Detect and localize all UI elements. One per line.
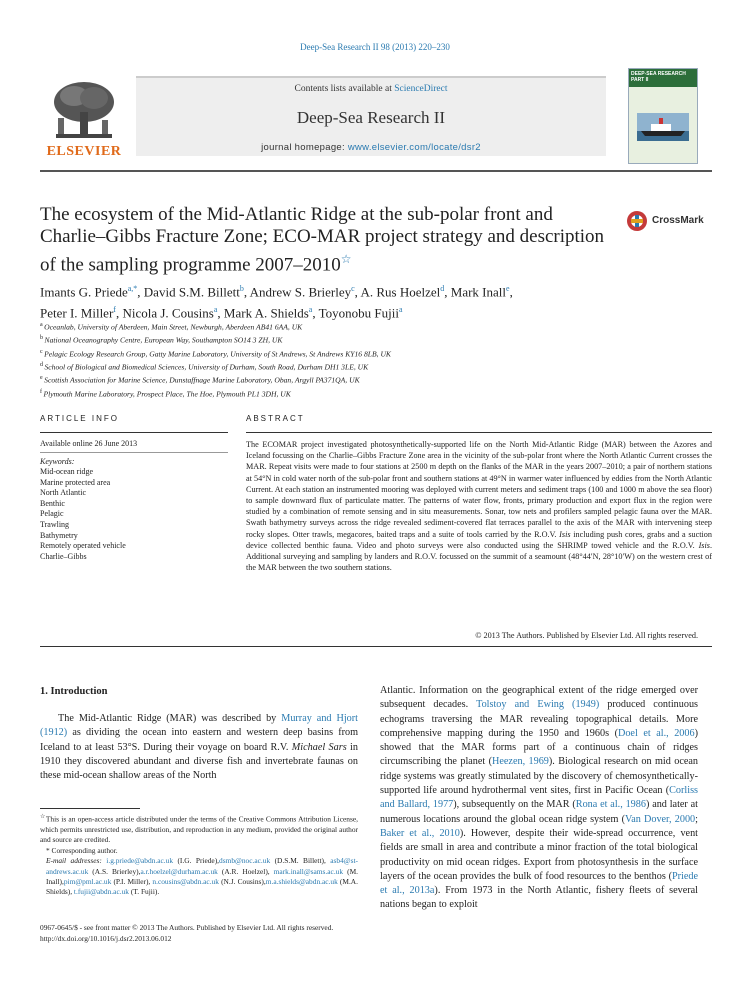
email-owner: (N.J. Cousins), <box>218 876 266 886</box>
author-separator: , <box>312 305 319 321</box>
keyword-item: Bathymetry <box>40 530 78 540</box>
keyword-item: North Atlantic <box>40 488 86 498</box>
intro-text: Atlantic. Information on the geographical extent of the ridge emerged over subsequent decades. <box>380 685 698 711</box>
email-label: E-mail addresses: <box>46 856 107 866</box>
abstract-part-1: The ECOMAR project investigated photosynthetically-supported life on the North Mid-Atlantic Ridge (MAR) between the Azores and Iceland focussing on the Charlie–Gibbs Fracture Zone area in the vicinity of the sub-polar front where the North Atlantic Current crosses the MAR. Repeat visits were made to four stations at 2500 m depth on the flanks of the MAR in the years 2007–2010; a pair of northern stations at 54°N in cold water north of the sub-polar front and southern stations at 49°N in warmer water influenced by eddies from the North Atlantic Current. At each station an instrumented mooring was deployed with current meters and sediment traps (100 and 1000 m above the sea floor) to sample downward flux of particulate matter. The patterns of water flow, fronts, primary production and export flux in the region were studied by a combination of remote sensing and in situ measurements. Sonar, tow nets and profilers sampled pelagic fauna over the MAR. Swath bathymetry surveys across the ridge revealed sediment-covered flat terraces parallel to the axis of the MAR with intervening steep rocky slopes. Otter trawls, megacores, baited traps and a suite of tools carried by the R.O.V. <box>246 440 712 539</box>
email-link[interactable]: a.r.hoelzel@durham.ac.uk <box>140 866 218 876</box>
affiliation-list <box>40 320 710 400</box>
abstract-end-rule <box>40 646 712 647</box>
affiliation-text: Plymouth Marine Laboratory, Prospect Place, The Hoe, Plymouth PL1 3DH, UK <box>43 389 291 399</box>
affiliation-item <box>40 333 710 346</box>
intro-text: ), subsequently on the MAR ( <box>453 799 576 811</box>
body-column-right <box>380 684 698 913</box>
email-link[interactable]: pim@pml.ac.uk <box>63 876 112 886</box>
abstract-isis-1: Isis <box>559 529 571 539</box>
affiliation-marker: d <box>40 361 45 368</box>
affiliation-marker: e <box>40 375 45 382</box>
email-owner: (M. Inall), <box>46 866 358 886</box>
article-info-subrule <box>40 452 228 453</box>
keyword-list <box>40 467 228 562</box>
intro-text: ). However, despite their wide-spread occurrence, vent fields are small in area and contribute a minor fraction of the total biological productivity on mid ocean ridges. Export from photosynthesis in the surface layers of the ocean provides the bulk of food resources to the benthos ( <box>380 827 698 882</box>
email-link[interactable]: i.g.priede@abdn.ac.uk <box>106 856 174 866</box>
author-separator: , <box>509 284 513 300</box>
author-name[interactable]: Andrew S. Brierley <box>249 284 352 300</box>
author-affiliation-marker[interactable]: b <box>239 284 244 293</box>
journal-banner <box>40 72 712 164</box>
affiliation-marker: f <box>40 388 44 395</box>
citation-link[interactable]: Corliss and Ballard, 1977 <box>380 785 698 811</box>
author-affiliation-marker[interactable]: f <box>113 305 116 315</box>
elsevier-logo[interactable] <box>40 72 128 160</box>
affiliation-item <box>40 373 710 386</box>
keyword-item: Trawling <box>40 519 70 529</box>
keyword-item: Marine protected area <box>40 477 111 487</box>
article-info-rule <box>40 432 228 433</box>
affiliation-item <box>40 387 710 400</box>
footnote-rule <box>40 808 140 809</box>
elsevier-tree-icon <box>50 78 118 142</box>
article-title <box>40 204 610 276</box>
journal-citation[interactable]: Deep-Sea Research II 98 (2013) 220–230 <box>300 42 450 52</box>
email-list <box>40 856 358 898</box>
email-owner: (D.S.M. Billett), <box>270 856 331 866</box>
crossmark-icon <box>626 210 648 232</box>
issn-line: 0967-0645/$ - see front matter © 2013 The Authors. Published by Elsevier Ltd. All rights reserved. <box>40 923 334 932</box>
affiliation-item <box>40 320 710 333</box>
author-separator: , <box>354 284 361 300</box>
ship-name: Michael Sars <box>291 741 347 753</box>
citation-link[interactable]: Heezen, 1969 <box>492 756 549 768</box>
contents-prefix: Contents lists available at <box>294 84 395 94</box>
email-owner: (T. Fujii). <box>128 887 160 897</box>
footnotes <box>40 812 358 898</box>
keyword-item: Charlie–Gibbs <box>40 551 87 561</box>
article-info-heading: ARTICLE INFO <box>40 414 119 423</box>
email-link[interactable]: dsmb@noc.ac.uk <box>219 856 271 866</box>
banner-divider <box>40 170 712 172</box>
intro-text: in 1910 they discovered abundant and diverse fish and invertebrate faunas on these mid-ocean shallow areas of the North <box>40 741 358 782</box>
affiliation-item <box>40 347 710 360</box>
email-owner: (A.R. Hoelzel), <box>217 866 274 876</box>
email-link[interactable]: asb4@st-andrews.ac.uk <box>46 856 358 876</box>
email-link[interactable]: t.fujii@abdn.ac.uk <box>73 887 129 897</box>
crossmark-label: CrossMark <box>652 215 704 226</box>
author-affiliation-marker[interactable]: a <box>398 305 403 315</box>
citation-link[interactable]: Doel et al., 2006 <box>617 727 695 739</box>
author-affiliation-marker[interactable]: c <box>351 284 355 293</box>
author-name[interactable]: Peter I. Miller <box>40 305 114 321</box>
sciencedirect-link[interactable]: ScienceDirect <box>394 84 448 94</box>
homepage-link[interactable]: www.elsevier.com/locate/dsr2 <box>347 142 481 153</box>
intro-text: ). Biological research on mid ocean ridge systems was greatly stimulated by the discovery of chemosynthetically-supported life around hydrothermal vent sites, first in Pacific Ocean ( <box>380 756 698 797</box>
author-affiliation-marker[interactable]: a <box>213 305 218 315</box>
author-affiliation-marker[interactable]: a,* <box>127 284 138 293</box>
email-link[interactable]: mark.inall@sams.ac.uk <box>273 866 344 876</box>
intro-text: ) showed that the MAR forms part of a continuous chain of ridges circumscribing the planet ( <box>380 727 698 768</box>
email-owner: (I.G. Priede), <box>173 856 220 866</box>
journal-header-box <box>136 76 606 156</box>
homepage-prefix: journal homepage: <box>261 142 348 153</box>
author-affiliation-marker[interactable]: a <box>308 305 313 315</box>
citation-link[interactable]: Van Dover, 2000 <box>624 813 696 825</box>
title-footnote-star[interactable]: ☆ <box>340 252 352 266</box>
abstract-copyright: © 2013 The Authors. Published by Elsevier Ltd. All rights reserved. <box>475 631 698 640</box>
keyword-item: Remotely operated vehicle <box>40 541 126 551</box>
affiliation-text: School of Biological and Biomedical Sciences, University of Durham, South Road, Durham DH1 3LE, UK <box>44 362 369 372</box>
intro-paragraph-1 <box>40 712 358 783</box>
affiliation-text: Scottish Association for Marine Science, Dunstaffnage Marine Laboratory, Oban, Argyll PA371QA, UK <box>44 375 360 385</box>
footnote-star: ☆ <box>40 814 46 820</box>
author-affiliation-marker[interactable]: e <box>506 284 510 293</box>
author-separator: , <box>137 284 144 300</box>
author-separator: , <box>217 305 224 321</box>
citation-link[interactable]: Priede et al., 2013a <box>380 870 698 897</box>
email-owner: (P.I. Miller), <box>111 876 153 886</box>
keywords-label: Keywords: <box>40 457 75 466</box>
page-footer <box>40 923 712 944</box>
author-list <box>40 280 710 323</box>
contents-line <box>136 84 606 94</box>
doi-line[interactable]: http://dx.doi.org/10.1016/j.dsr2.2013.06.012 <box>40 933 172 943</box>
author-name[interactable]: A. Rus Hoelzel <box>360 284 441 300</box>
email-owner: (A.S. Brierley), <box>88 866 141 876</box>
affiliation-item <box>40 360 710 373</box>
author-affiliation-marker[interactable]: d <box>440 284 445 293</box>
intro-paragraph-continued <box>380 684 698 913</box>
intro-text: ). From 1973 in the North Atlantic, fishery fleets of several nations began to exploit <box>380 885 699 911</box>
intro-text: produced continuous echograms traversing the MAR revealing topographical details. More comprehensive mapping during the 1950 and 1960s ( <box>380 699 699 739</box>
abstract-isis-2: Isis <box>698 540 710 550</box>
author-separator: , <box>444 284 451 300</box>
author-separator: , <box>243 284 250 300</box>
citation-link[interactable]: Tolstoy and Ewing (1949) <box>476 699 600 711</box>
abstract-body <box>246 439 712 573</box>
citation-link[interactable]: Rona et al., 1986 <box>575 799 646 811</box>
keyword-item: Pelagic <box>40 509 64 519</box>
citation-link[interactable]: Murray and Hjort (1912) <box>40 713 358 739</box>
citation-link[interactable]: Baker et al., 2010 <box>380 827 460 839</box>
publisher-name: ELSEVIER <box>46 144 122 159</box>
journal-name: Deep-Sea Research II <box>296 108 446 127</box>
affiliation-text: National Oceanography Centre, European Way, Southampton SO14 3 ZH, UK <box>44 335 283 345</box>
abstract-heading: ABSTRACT <box>246 414 305 423</box>
author-name[interactable]: Mark Inall <box>450 284 506 300</box>
abstract-part-2: including push cores, grabs and a suction device collected benthic fauna. Video and photo surveys were also conducted using the SHRIMP towed vehicle and the R.O.V. <box>246 529 712 550</box>
intro-text: ) and later at numerous locations around the global ocean ridge system ( <box>380 799 699 825</box>
corresponding-author-note: * Corresponding author. <box>46 845 118 855</box>
available-online-date: Available online 26 June 2013 <box>40 439 138 448</box>
article-title-text: The ecosystem of the Mid-Atlantic Ridge at the sub-polar front and Charlie–Gibbs Fracture Zone; ECO-MAR project strategy and description of the sampling programme 2007–2010 <box>40 204 605 276</box>
open-access-note <box>40 812 358 846</box>
affiliation-marker: c <box>40 348 45 355</box>
journal-cover-thumbnail[interactable] <box>628 68 698 164</box>
keyword-item: Mid-ocean ridge <box>40 467 94 476</box>
author-separator: , <box>115 305 123 321</box>
email-link[interactable]: n.cousins@abdn.ac.uk <box>152 876 219 886</box>
author-name[interactable]: Toyonobu Fujii <box>318 305 399 321</box>
intro-text: The Mid-Atlantic Ridge (MAR) was described by <box>58 713 282 724</box>
affiliation-text: Oceanlab, University of Aberdeen, Main Street, Newburgh, Aberdeen AB41 6AA, UK <box>44 322 303 332</box>
body-column-left <box>40 712 358 783</box>
author-name[interactable]: David S.M. Billett <box>143 284 240 300</box>
affiliation-text: Pelagic Ecology Research Group, Gatty Marine Laboratory, University of St Andrews, St Andrews KY16 8LB, UK <box>44 349 391 359</box>
affiliation-marker: b <box>40 335 45 342</box>
abstract-part-3: . Additional surveying and sampling by landers and R.O.V. focussed on the summit of a seamount (48°44′N, 28°10′W) on the western crest of the MAR between the two southern stations. <box>246 540 712 573</box>
email-link[interactable]: m.a.shields@abdn.ac.uk <box>265 876 338 886</box>
ship-icon <box>637 113 689 141</box>
cover-title: DEEP-SEA RESEARCH PART II <box>631 71 686 83</box>
homepage-line <box>136 142 606 153</box>
author-name[interactable]: Imants G. Priede <box>40 284 128 300</box>
open-access-text: This is an open-access article distributed under the terms of the Creative Commons Attribution License, which permits unrestricted use, distribution, and reproduction in any medium, provided the original author and source are credited. <box>40 814 358 845</box>
section-heading-introduction: 1. Introduction <box>40 686 108 697</box>
intro-text: ; <box>695 813 698 825</box>
author-name[interactable]: Mark A. Shields <box>223 305 309 321</box>
affiliation-marker: a <box>40 322 45 328</box>
email-owner: (M.A. Shields), <box>46 876 358 897</box>
author-name[interactable]: Nicola J. Cousins <box>122 305 214 321</box>
abstract-rule <box>246 432 712 433</box>
intro-text: as dividing the ocean into eastern and western deep basins from Iceland to at least 53°S. During their voyage on board R.V. <box>40 727 358 753</box>
keyword-item: Benthic <box>40 498 65 508</box>
crossmark-badge[interactable] <box>626 210 716 234</box>
